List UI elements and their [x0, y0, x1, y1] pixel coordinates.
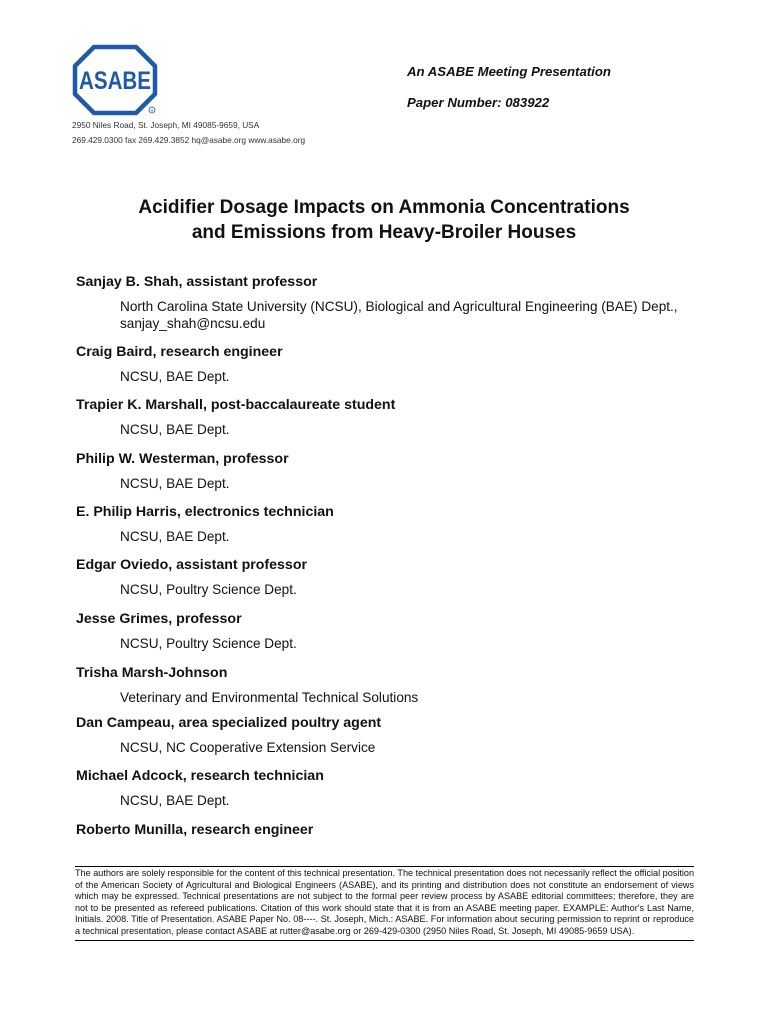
author-name: Edgar Oviedo, assistant professor	[76, 557, 308, 573]
author-name: Trapier K. Marshall, post-baccalaureate student	[76, 397, 396, 413]
address-line: 2950 Niles Road, St. Joseph, MI 49085-9659, USA	[72, 120, 260, 130]
author-name: Philip W. Westerman, professor	[76, 451, 289, 467]
author-list	[76, 273, 716, 840]
author-name: Roberto Munilla, research engineer	[76, 822, 314, 838]
author-affiliation: NCSU, BAE Dept.	[120, 422, 230, 437]
author-affiliation: NCSU, BAE Dept.	[120, 476, 230, 491]
author-entry	[76, 714, 716, 767]
author-entry	[76, 450, 716, 503]
title-line-2: and Emissions from Heavy-Broiler Houses	[191, 222, 577, 243]
author-name: Trisha Marsh-Johnson	[76, 665, 228, 681]
author-affiliation: NCSU, Poultry Science Dept.	[120, 582, 297, 597]
disclaimer-footer: The authors are solely responsible for the content of this technical presentation. The technical presentation does not necessarily reflect the official position of the American Society of Agricultural and Biological Engineers (ASABE), and its printing and distribution does not constitute an endorsement of views which may be expressed. Technical presentations are not subject to the formal peer review process by ASABE editorial committees; therefore, they are not to be presented as refereed publications. Citation of this work should state that it is from an ASABE meeting paper. EXAMPLE: Author's Last Name, Initials. 2008. Title of Presentation. ASABE Paper No. 08----. St. Joseph, Mich.: ASABE. For information about securing permission to reprint or reproduce a technical presentation, please contact ASABE at rutter@asabe.org or 269-429-0300 (2950 Niles Road, St. Joseph, MI 49085-9659 USA).	[75, 866, 694, 941]
contact-line: 269.429.0300 fax 269.429.3852 hq@asabe.org www.asabe.org	[72, 135, 306, 145]
meeting-header	[407, 64, 611, 126]
author-name: Dan Campeau, area specialized poultry agent	[76, 715, 382, 731]
author-entry	[76, 343, 716, 396]
paper-number: Paper Number: 083922	[407, 95, 550, 110]
author-name: Sanjay B. Shah, assistant professor	[76, 274, 318, 290]
svg-text:R: R	[150, 108, 154, 113]
author-entry	[76, 556, 716, 610]
author-entry	[76, 664, 716, 714]
author-name: Craig Baird, research engineer	[76, 344, 283, 360]
asabe-logo-block	[72, 44, 342, 146]
paper-title	[0, 195, 768, 245]
author-name: Jesse Grimes, professor	[76, 611, 242, 627]
author-entry	[76, 273, 716, 343]
logo-text: ASABE	[79, 67, 151, 95]
author-affiliation: NCSU, BAE Dept.	[120, 369, 230, 384]
author-affiliation: NCSU, BAE Dept.	[120, 529, 230, 544]
author-entry	[76, 503, 716, 556]
author-affiliation: Veterinary and Environmental Technical Solutions	[120, 690, 419, 705]
author-entry	[76, 610, 716, 664]
author-entry	[76, 767, 716, 821]
author-entry	[76, 821, 716, 840]
author-name: Michael Adcock, research technician	[76, 768, 324, 784]
title-line-1: Acidifier Dosage Impacts on Ammonia Concentrations	[138, 197, 630, 218]
author-affiliation: NCSU, BAE Dept.	[120, 793, 230, 808]
author-name: E. Philip Harris, electronics technician	[76, 504, 334, 520]
author-affiliation: NCSU, Poultry Science Dept.	[120, 636, 297, 651]
author-affiliation: NCSU, NC Cooperative Extension Service	[120, 740, 376, 755]
asabe-logo	[72, 44, 158, 116]
author-entry	[76, 396, 716, 450]
meeting-label: An ASABE Meeting Presentation	[407, 64, 611, 79]
author-affiliation: North Carolina State University (NCSU), Biological and Agricultural Engineering (BAE) Dept., sanjay_shah@ncsu.edu	[120, 299, 678, 331]
